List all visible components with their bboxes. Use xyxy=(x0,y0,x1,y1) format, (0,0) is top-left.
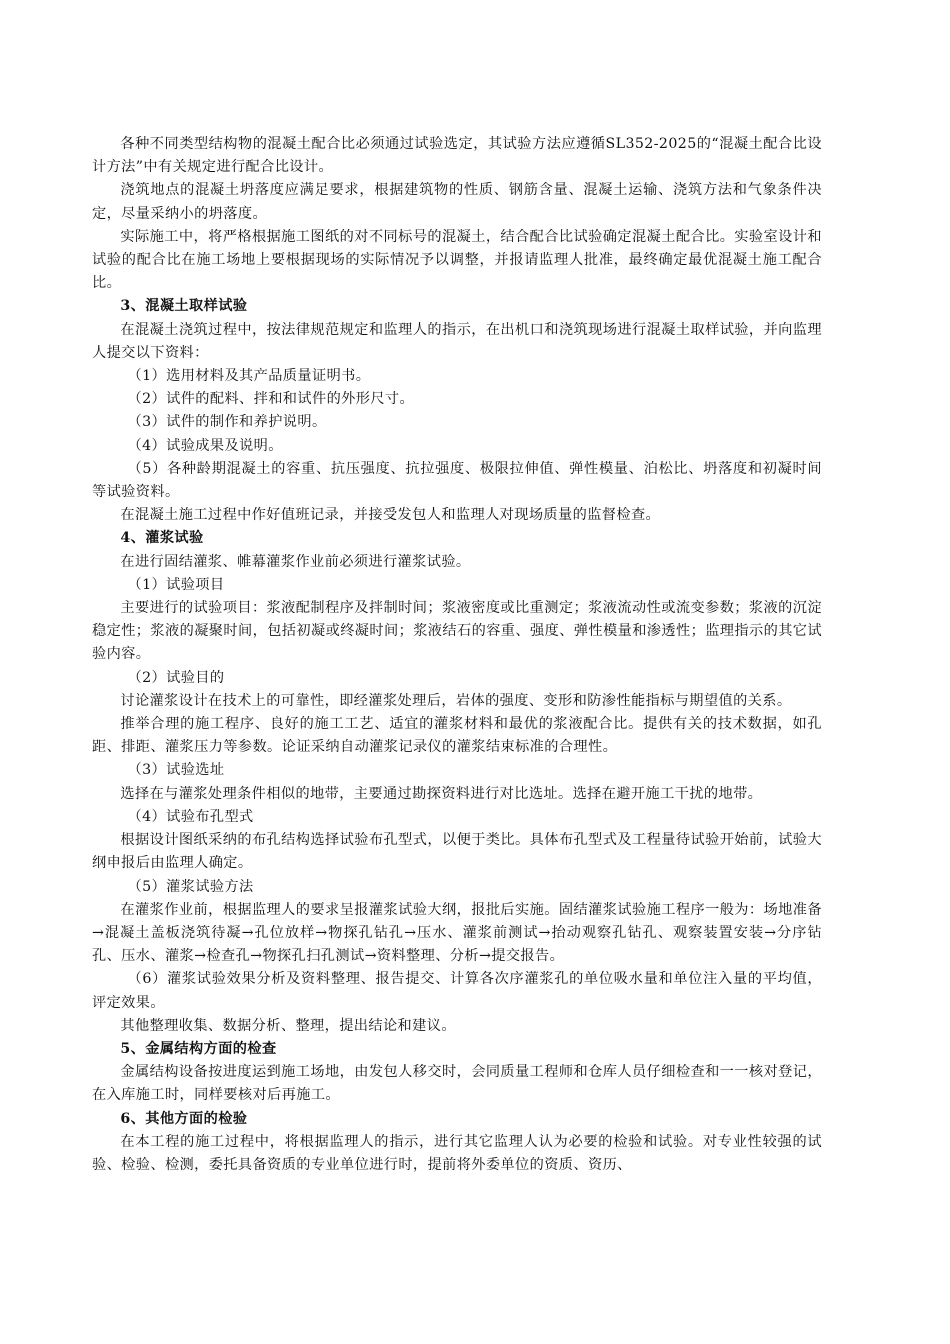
section-heading: 4、灌浆试验 xyxy=(120,530,204,547)
list-item: （5）各种龄期混凝土的容重、抗压强度、抗拉强度、极限拉伸值、弹性模量、泊松比、坍落度和初凝时间等试验资料。 xyxy=(92,460,822,501)
paragraph: 在混凝土浇筑过程中，按法律规范规定和监理人的指示，在出机口和浇筑现场进行混凝土取样试验，并向监理人提交以下资料： xyxy=(92,321,822,361)
paragraph: 其他整理收集、数据分析、整理，提出结论和建议。 xyxy=(120,1017,456,1034)
list-item: （1）选用材料及其产品质量证明书。 xyxy=(127,368,371,385)
paragraph: 各种不同类型结构物的混凝土配合比必须通过试验选定，其试验方法应遵循SL352-2025的“混凝土配合比设计方法”中有关规定进行配合比设计。 xyxy=(92,136,822,176)
list-item: （4）试验成果及说明。 xyxy=(127,437,283,454)
list-item: （4）试验布孔型式 xyxy=(127,808,254,825)
paragraph: 讨论灌浆设计在技术上的可靠性，即经灌浆处理后，岩体的强度、变形和防渗性能指标与期望值的关系。 xyxy=(120,692,792,709)
list-item: （3）试验选址 xyxy=(127,762,225,779)
section-heading: 3、混凝土取样试验 xyxy=(120,298,248,315)
paragraph: 主要进行的试验项目：浆液配制程序及拌制时间；浆液密度或比重测定；浆液流动性或流变参数；浆液的沉淀稳定性；浆液的凝聚时间，包括初凝或终凝时间；浆液结石的容重、强度、弹性模量和渗透性；监理指示的其它试验内容。 xyxy=(92,600,822,663)
list-item: （5）灌浆试验方法 xyxy=(127,878,254,895)
list-item: （3）试件的制作和养护说明。 xyxy=(127,414,327,431)
paragraph: 在本工程的施工过程中，将根据监理人的指示，进行其它监理人认为必要的检验和试验。对专业性较强的试验、检验、检测，委托具备资质的专业单位进行时，提前将外委单位的资质、资历、 xyxy=(92,1133,822,1173)
list-item: （2）试验目的 xyxy=(127,669,225,686)
paragraph: 浇筑地点的混凝土坍落度应满足要求，根据建筑物的性质、钢筋含量、混凝土运输、浇筑方法和气象条件决定，尽量采纳小的坍落度。 xyxy=(92,182,822,222)
list-item: （6）灌浆试验效果分析及资料整理、报告提交、计算各次序灌浆孔的单位吸水量和单位注入量的平均值，评定效果。 xyxy=(92,971,822,1011)
paragraph: 在混凝土施工过程中作好值班记录，并接受发包人和监理人对现场质量的监督检查。 xyxy=(120,507,661,524)
paragraph: 在灌浆作业前，根据监理人的要求呈报灌浆试验大纲，报批后实施。固结灌浆试验施工程序一般为：场地准备→混凝土盖板浇筑待凝→孔位放样→物探孔钻孔→压水、灌浆前测试→抬动观察孔钻孔、观察装置安装→分序钻孔、压水、灌浆→检查孔→物探孔扫孔测试→资料整理、分析→提交报告。 xyxy=(92,901,822,965)
paragraph: 根据设计图纸采纳的布孔结构选择试验布孔型式，以便于类比。具体布孔型式及工程量待试验开始前，试验大纲申报后由监理人确定。 xyxy=(92,832,822,872)
section-heading: 5、金属结构方面的检查 xyxy=(120,1040,277,1057)
paragraph: 在进行固结灌浆、帷幕灌浆作业前必须进行灌浆试验。 xyxy=(120,553,471,570)
document-body xyxy=(92,133,822,1177)
paragraph: 实际施工中，将严格根据施工图纸的对不同标号的混凝土，结合配合比试验确定混凝土配合比。实验室设计和试验的配合比在施工场地上要根据现场的实际情况予以调整，并报请监理人批准，最终确定最优混凝土施工配合比。 xyxy=(92,228,822,292)
paragraph: 金属结构设备按进度运到施工场地，由发包人移交时，会同质量工程师和仓库人员仔细检查和一一核对登记，在入库施工时，同样要核对后再施工。 xyxy=(92,1064,822,1104)
list-item: （1）试验项目 xyxy=(127,576,225,593)
list-item: （2）试件的配料、拌和和试件的外形尺寸。 xyxy=(127,391,415,408)
paragraph: 推举合理的施工程序、良好的施工工艺、适宜的灌浆材料和最优的浆液配合比。提供有关的技术数据，如孔距、排距、灌浆压力等参数。论证采纳自动灌浆记录仪的灌浆结束标准的合理性。 xyxy=(92,716,822,756)
paragraph: 选择在与灌浆处理条件相似的地带，主要通过勘探资料进行对比选址。选择在避开施工干扰的地带。 xyxy=(120,785,763,802)
section-heading: 6、其他方面的检验 xyxy=(120,1110,248,1127)
